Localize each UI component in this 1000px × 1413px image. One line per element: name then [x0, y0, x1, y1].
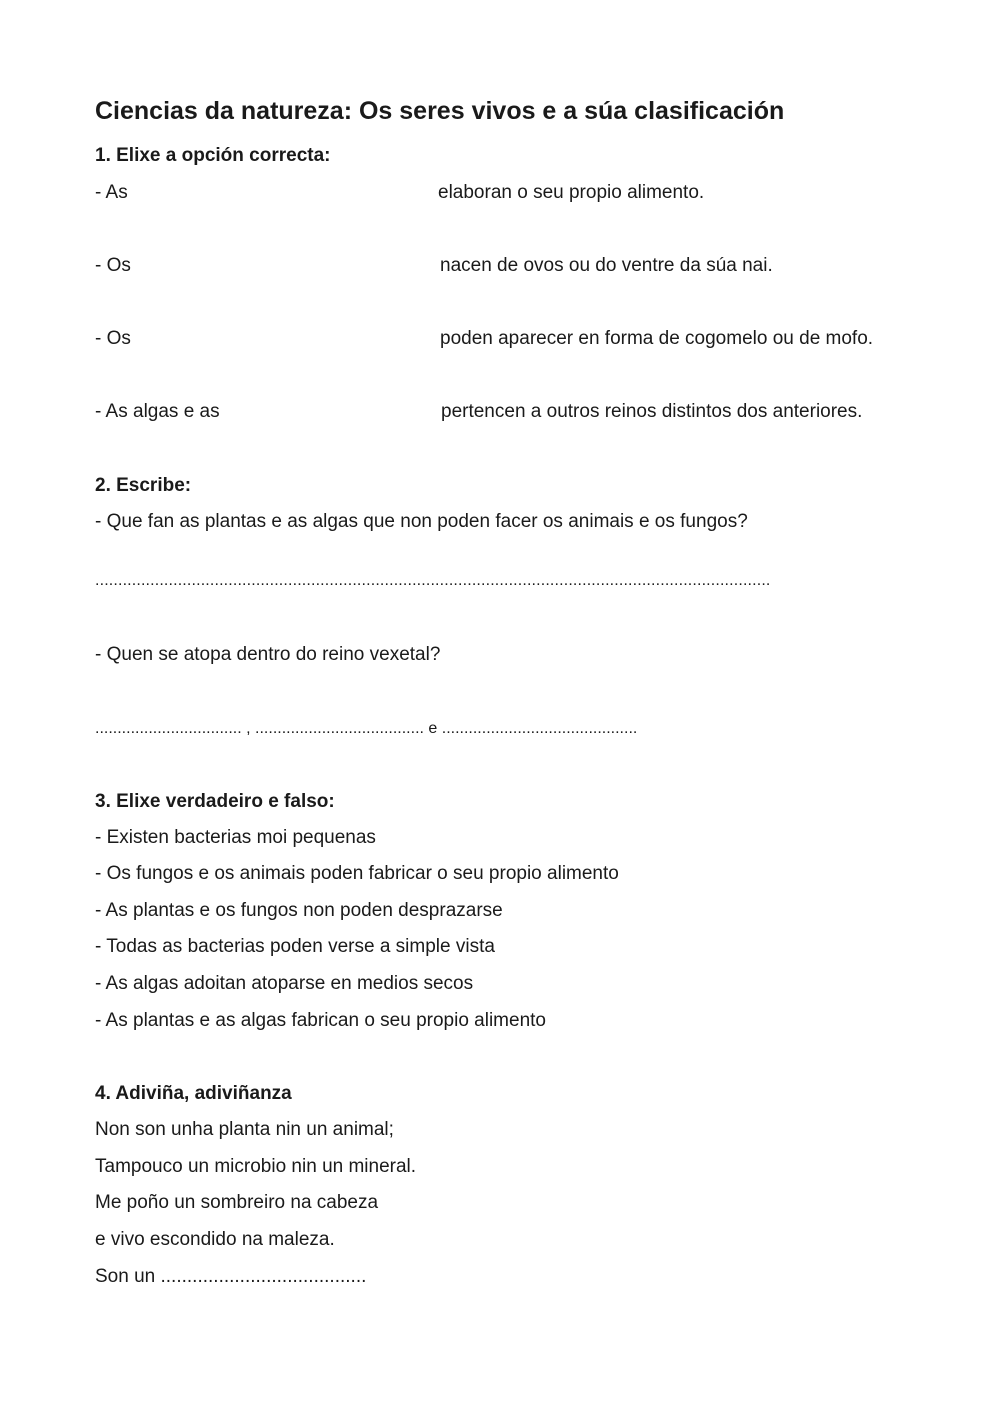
s2-question-1: - Que fan as plantas e as algas que non poden facer os animais e os fungos? [95, 511, 748, 532]
s1-row-4-left: - As algas e as [95, 401, 220, 422]
riddle-line-1: Non son unha planta nin un animal; [95, 1119, 394, 1140]
s1-row-1-left: - As [95, 182, 128, 203]
s3-item-2: - Os fungos e os animais poden fabricar o seu propio alimento [95, 863, 619, 884]
s2-question-2: - Quen se atopa dentro do reino vexetal? [95, 644, 441, 665]
s1-row-2-right: nacen de ovos ou do ventre da súa nai. [440, 255, 773, 276]
s3-item-5: - As algas adoitan atoparse en medios secos [95, 973, 474, 994]
riddle-answer-line: Son un ....................................... [95, 1266, 367, 1287]
s1-row-3-right: poden aparecer en forma de cogomelo ou de mofo. [440, 328, 874, 349]
riddle-line-2: Tampouco un microbio nin un mineral. [95, 1156, 417, 1177]
s2-answer-line-1: ................................................................................................................................................... [95, 572, 771, 589]
section-1-heading: 1. Elixe a opción correcta: [95, 145, 331, 166]
s1-row-2-left: - Os [95, 255, 131, 276]
s3-item-4: - Todas as bacterias poden verse a simple vista [95, 936, 495, 957]
section-4-heading: 4. Adiviña, adiviñanza [95, 1083, 292, 1104]
page-title: Ciencias da natureza: Os seres vivos e a súa clasificación [95, 97, 785, 125]
s1-row-1-right: elaboran o seu propio alimento. [438, 182, 705, 203]
section-3-heading: 3. Elixe verdadeiro e falso: [95, 791, 335, 812]
section-2-heading: 2. Escribe: [95, 475, 192, 496]
riddle-line-4: e vivo escondido na maleza. [95, 1229, 335, 1250]
s3-item-6: - As plantas e as algas fabrican o seu propio alimento [95, 1010, 546, 1031]
s2-answer-line-2: ................................. , ...................................... e ............................................ [95, 720, 638, 737]
s3-item-3: - As plantas e os fungos non poden desprazarse [95, 900, 503, 921]
s1-row-3-left: - Os [95, 328, 131, 349]
riddle-line-3: Me poño un sombreiro na cabeza [95, 1192, 379, 1213]
s1-row-4-right: pertencen a outros reinos distintos dos anteriores. [441, 401, 863, 422]
s3-item-1: - Existen bacterias moi pequenas [95, 827, 376, 848]
